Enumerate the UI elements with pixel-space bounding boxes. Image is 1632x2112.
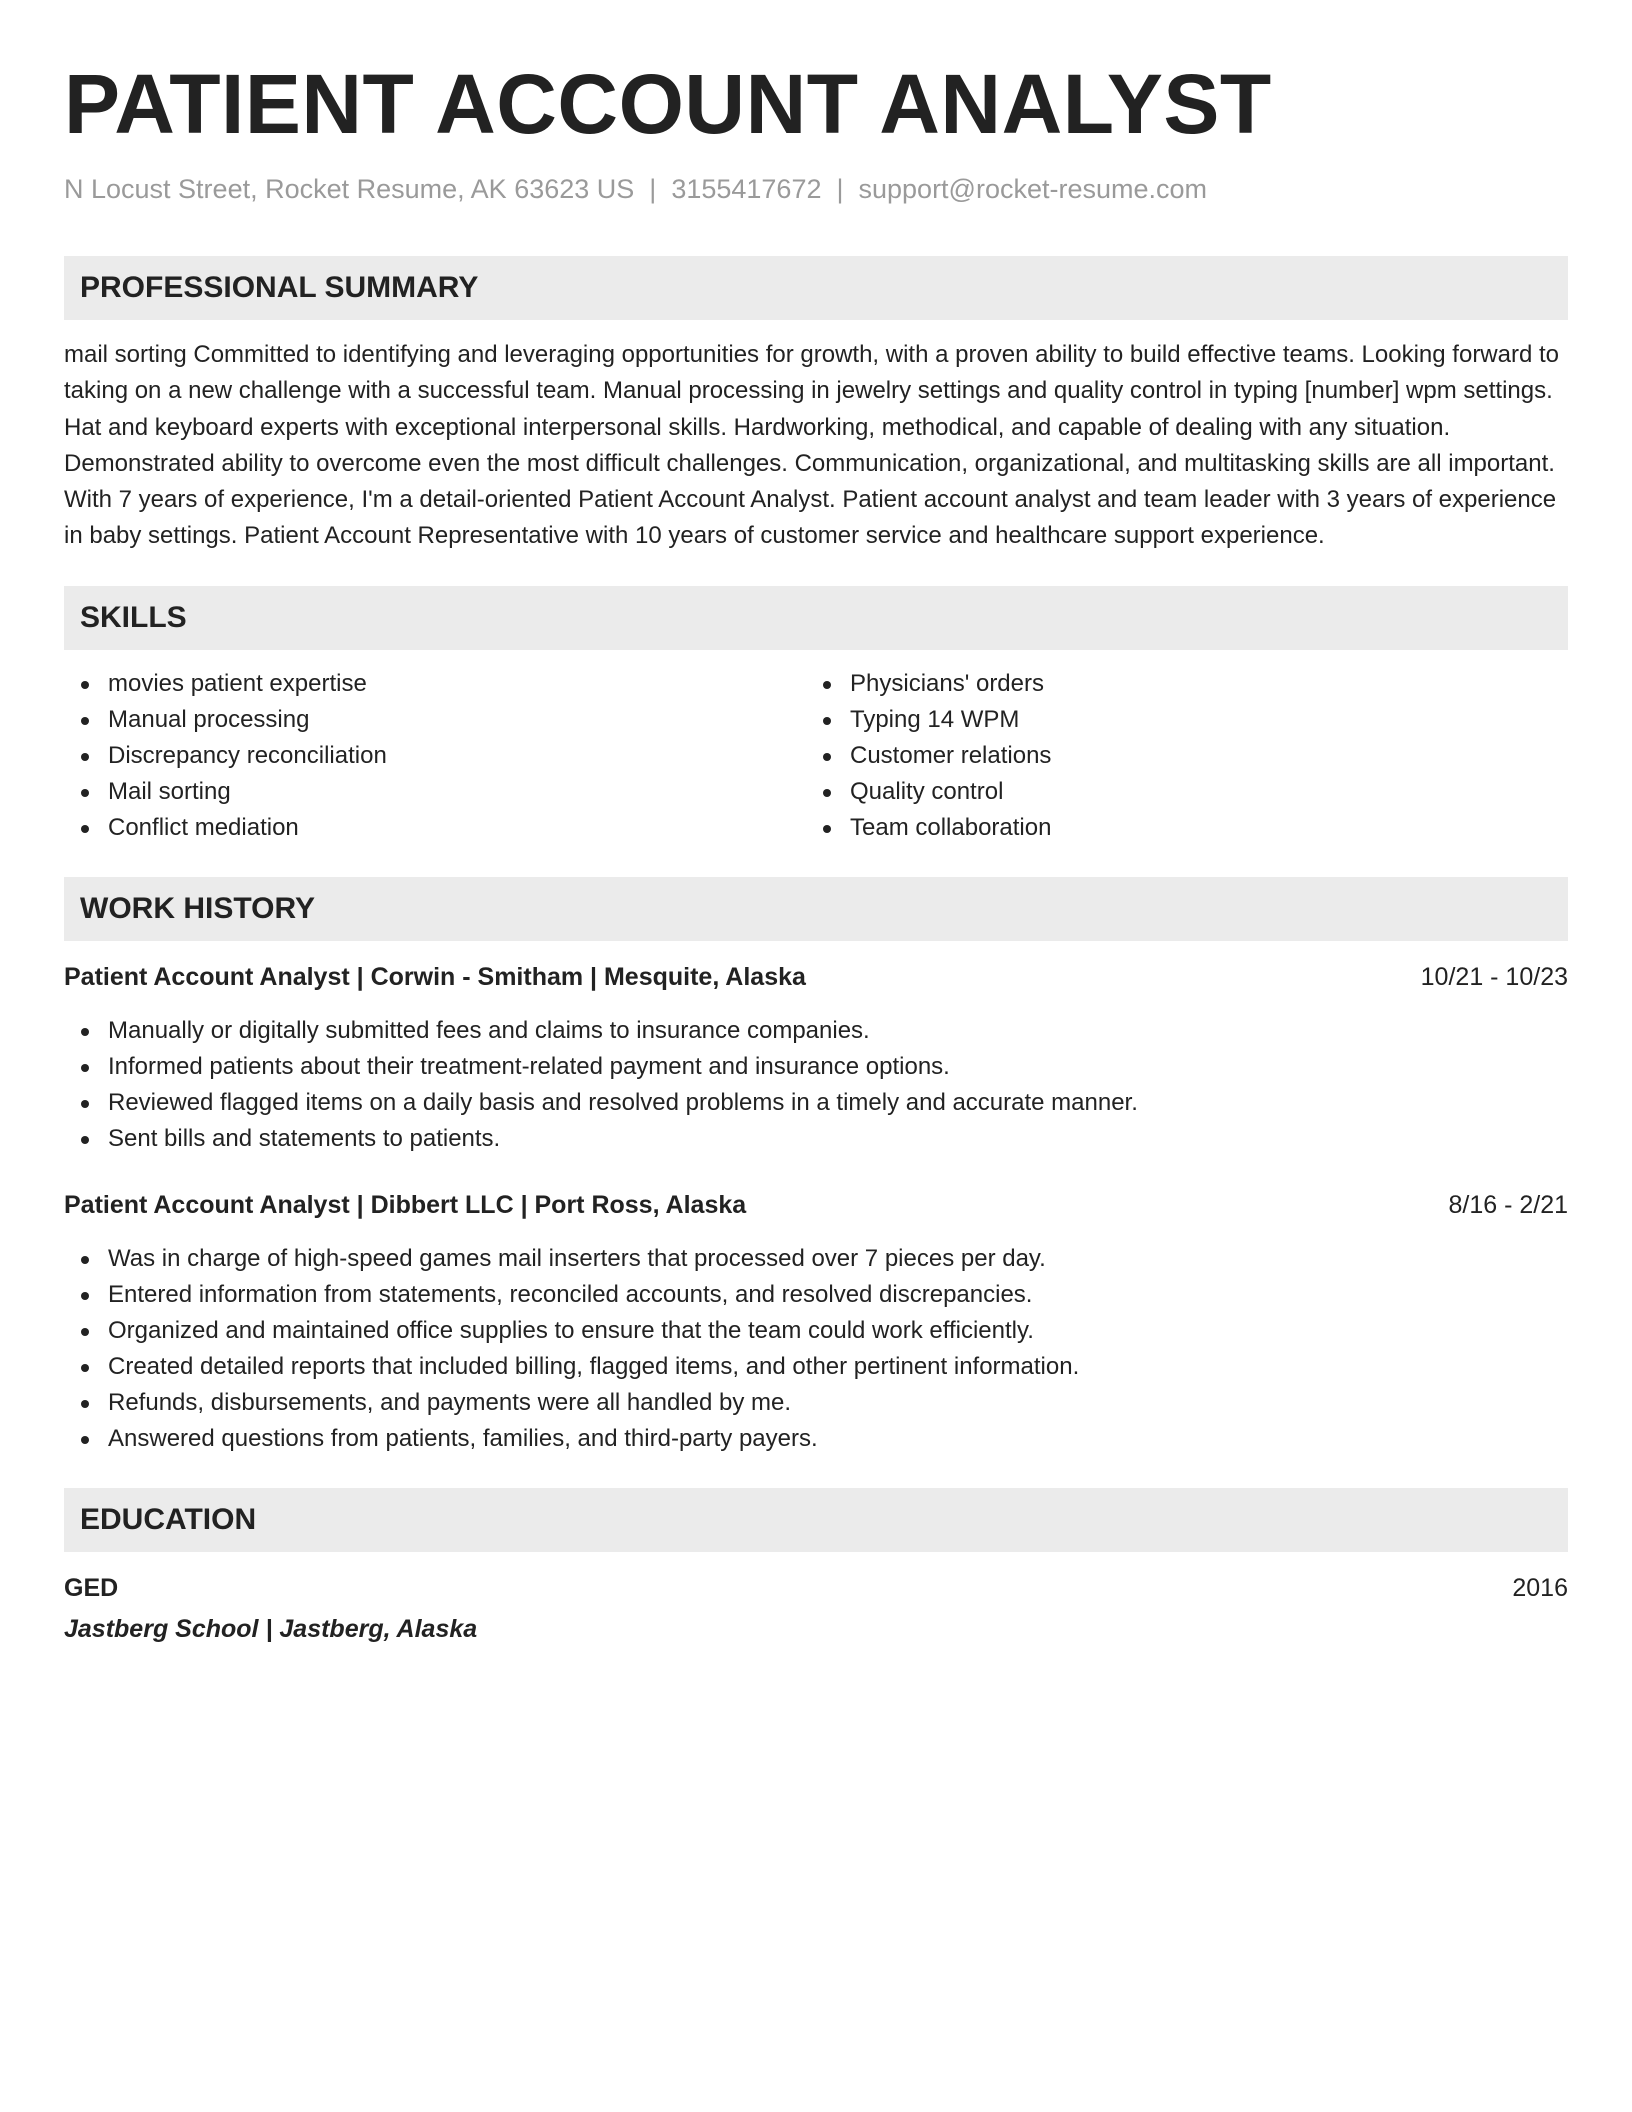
education-degree: GED — [64, 1573, 119, 1602]
section-heading-work-history: WORK HISTORY — [64, 877, 1568, 941]
skill-item: Quality control — [806, 774, 1548, 810]
job-bullet: Entered information from statements, reconciled accounts, and resolved discrepancies. — [64, 1277, 1568, 1313]
job-bullet: Answered questions from patients, families, and third-party payers. — [64, 1421, 1568, 1457]
job-bullets — [64, 1013, 1568, 1157]
job-bullet: Manually or digitally submitted fees and claims to insurance companies. — [64, 1013, 1568, 1049]
skill-item: Typing 14 WPM — [806, 702, 1548, 738]
education-year: 2016 — [1512, 1573, 1568, 1602]
job-bullet: Informed patients about their treatment-related payment and insurance options. — [64, 1049, 1568, 1085]
contact-line — [64, 172, 1568, 206]
skill-item: Customer relations — [806, 738, 1548, 774]
job-bullets — [64, 1241, 1568, 1457]
job-bullet: Was in charge of high-speed games mail inserters that processed over 7 pieces per day. — [64, 1241, 1568, 1277]
contact-address: N Locust Street, Rocket Resume, AK 63623 US — [64, 174, 635, 204]
contact-email: support@rocket-resume.com — [858, 174, 1208, 204]
contact-phone: 3155417672 — [671, 174, 822, 204]
job-title: Patient Account Analyst | Corwin - Smitham | Mesquite, Alaska — [64, 962, 806, 991]
job-header — [64, 959, 1568, 995]
job-bullet: Organized and maintained office supplies to ensure that the team could work efficiently. — [64, 1313, 1568, 1349]
job-bullet: Reviewed flagged items on a daily basis and resolved problems in a timely and accurate manner. — [64, 1085, 1568, 1121]
skill-item: Physicians' orders — [806, 666, 1548, 702]
skill-item: Manual processing — [64, 702, 806, 738]
skill-item: Mail sorting — [64, 774, 806, 810]
job-title: Patient Account Analyst | Dibbert LLC | Port Ross, Alaska — [64, 1190, 747, 1219]
job-header — [64, 1187, 1568, 1223]
section-heading-skills: SKILLS — [64, 586, 1568, 650]
skill-item: movies patient expertise — [64, 666, 806, 702]
contact-separator: | — [649, 174, 657, 204]
job-bullet: Sent bills and statements to patients. — [64, 1121, 1568, 1157]
contact-separator: | — [836, 174, 844, 204]
education-school: Jastberg School | Jastberg, Alaska — [64, 1614, 478, 1643]
job-dates: 10/21 - 10/23 — [1420, 962, 1568, 991]
candidate-name: PATIENT ACCOUNT ANALYST — [64, 57, 1272, 151]
section-heading-summary: PROFESSIONAL SUMMARY — [64, 256, 1568, 320]
skill-item: Team collaboration — [806, 810, 1548, 846]
job-bullet: Refunds, disbursements, and payments were all handled by me. — [64, 1385, 1568, 1421]
section-heading-education: EDUCATION — [64, 1488, 1568, 1552]
summary-paragraph: mail sorting Committed to identifying and leveraging opportunities for growth, with a proven ability to build effective teams. Looking forward to taking on a new challenge with a successful team. Manual processing in jewelry settings and quality control in typing [number] wpm settings. Hat and keyboard experts with exceptional interpersonal skills. Hardworking, methodical, and capable of dealing with any situation. Demonstrated ability to overcome even the most difficult challenges. Communication, organizational, and multitasking skills are all important. With 7 years of experience, I'm a detail-oriented Patient Account Analyst. Patient account analyst and team leader with 3 years of experience in baby settings. Patient Account Representative with 10 years of customer service and healthcare support experience. — [64, 341, 1560, 550]
skills-column-right — [806, 666, 1548, 846]
skills-grid — [64, 666, 1568, 846]
skill-item: Conflict mediation — [64, 810, 806, 846]
skills-column-left — [64, 666, 806, 846]
education-header — [64, 1570, 1568, 1606]
job-bullet: Created detailed reports that included billing, flagged items, and other pertinent information. — [64, 1349, 1568, 1385]
skill-item: Discrepancy reconciliation — [64, 738, 806, 774]
job-dates: 8/16 - 2/21 — [1448, 1190, 1568, 1219]
